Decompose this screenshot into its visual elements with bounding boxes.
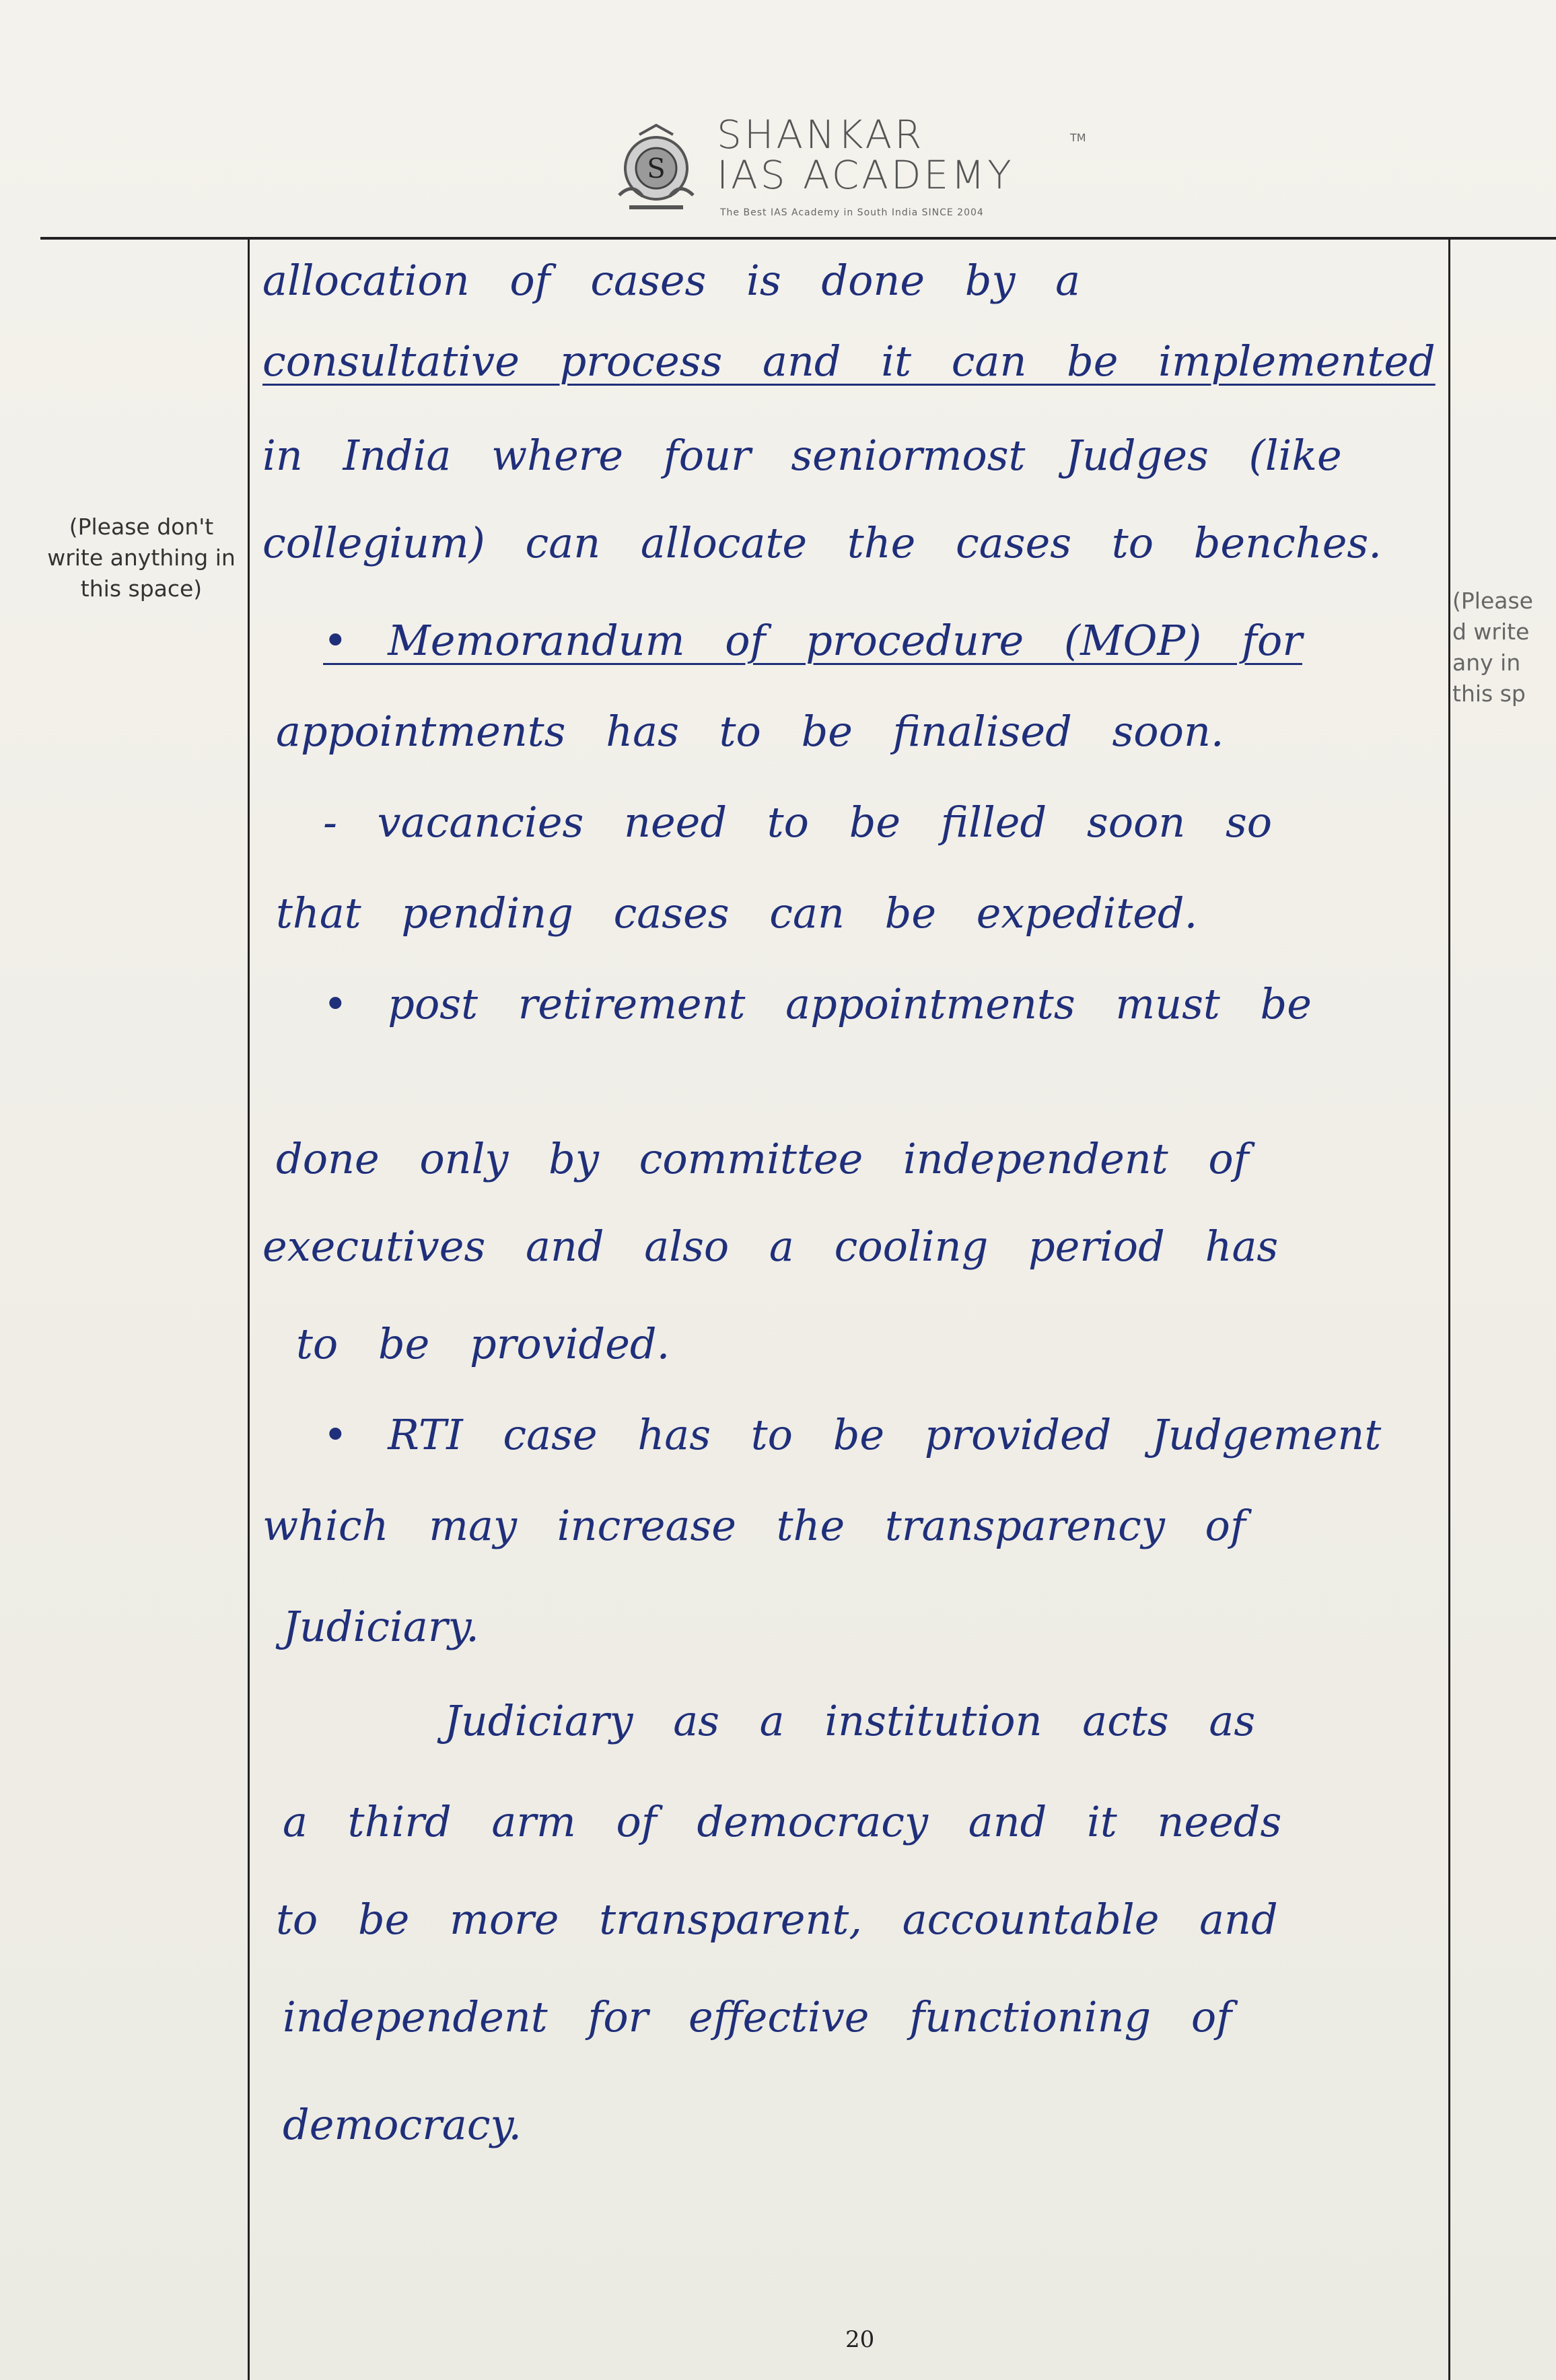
brand-tagline: The Best IAS Academy in South India SINCE 2004 xyxy=(720,207,984,218)
answer-line: collegium) can allocate the cases to benches. xyxy=(262,518,1382,567)
answer-line: done only by committee independent of xyxy=(276,1134,1249,1183)
right-margin-note: (Please d write any in this sp xyxy=(1452,588,1533,707)
header-divider xyxy=(40,237,1556,240)
answer-line: to be more transparent, accountable and xyxy=(276,1895,1278,1944)
answer-line: democracy. xyxy=(283,2100,522,2149)
brand-name-line1: SHANKAR xyxy=(717,112,925,158)
answer-line: executives and also a cooling period has xyxy=(262,1222,1279,1271)
answer-line: allocation of cases is done by a xyxy=(262,256,1081,305)
right-margin-rule xyxy=(1448,240,1450,2380)
answer-line: a third arm of democracy and it needs xyxy=(283,1797,1282,1846)
left-margin-rule xyxy=(248,240,250,2380)
page-header xyxy=(0,94,1556,242)
left-margin-note: (Please don't write anything in this space) xyxy=(47,514,236,602)
page-number: 20 xyxy=(845,2326,875,2353)
answer-line: • RTI case has to be provided Judgement xyxy=(323,1410,1382,1459)
trademark-mark: TM xyxy=(1070,131,1086,144)
svg-text:S: S xyxy=(647,153,666,184)
answer-line: - vacancies need to be filled soon so xyxy=(323,798,1273,847)
answer-line: appointments has to be finalised soon. xyxy=(276,707,1224,756)
answer-line: • post retirement appointments must be xyxy=(323,979,1312,1028)
answer-line: • Memorandum of procedure (MOP) for xyxy=(323,616,1302,665)
answer-line: in India where four seniormost Judges (like xyxy=(262,431,1342,480)
brand-name-line2: IAS ACADEMY xyxy=(717,152,1014,198)
answer-line: to be provided. xyxy=(296,1319,670,1368)
academy-brand xyxy=(717,112,1014,198)
answer-line: independent for effective functioning of xyxy=(283,1992,1232,2041)
answer-line: Judiciary as a institution acts as xyxy=(444,1696,1256,1745)
answer-line: Judiciary. xyxy=(283,1602,479,1651)
answer-line: which may increase the transparency of xyxy=(262,1501,1246,1550)
answer-line: consultative process and it can be implemented xyxy=(262,337,1436,386)
academy-logo-icon xyxy=(606,121,707,222)
answer-line: that pending cases can be expedited. xyxy=(276,888,1198,938)
